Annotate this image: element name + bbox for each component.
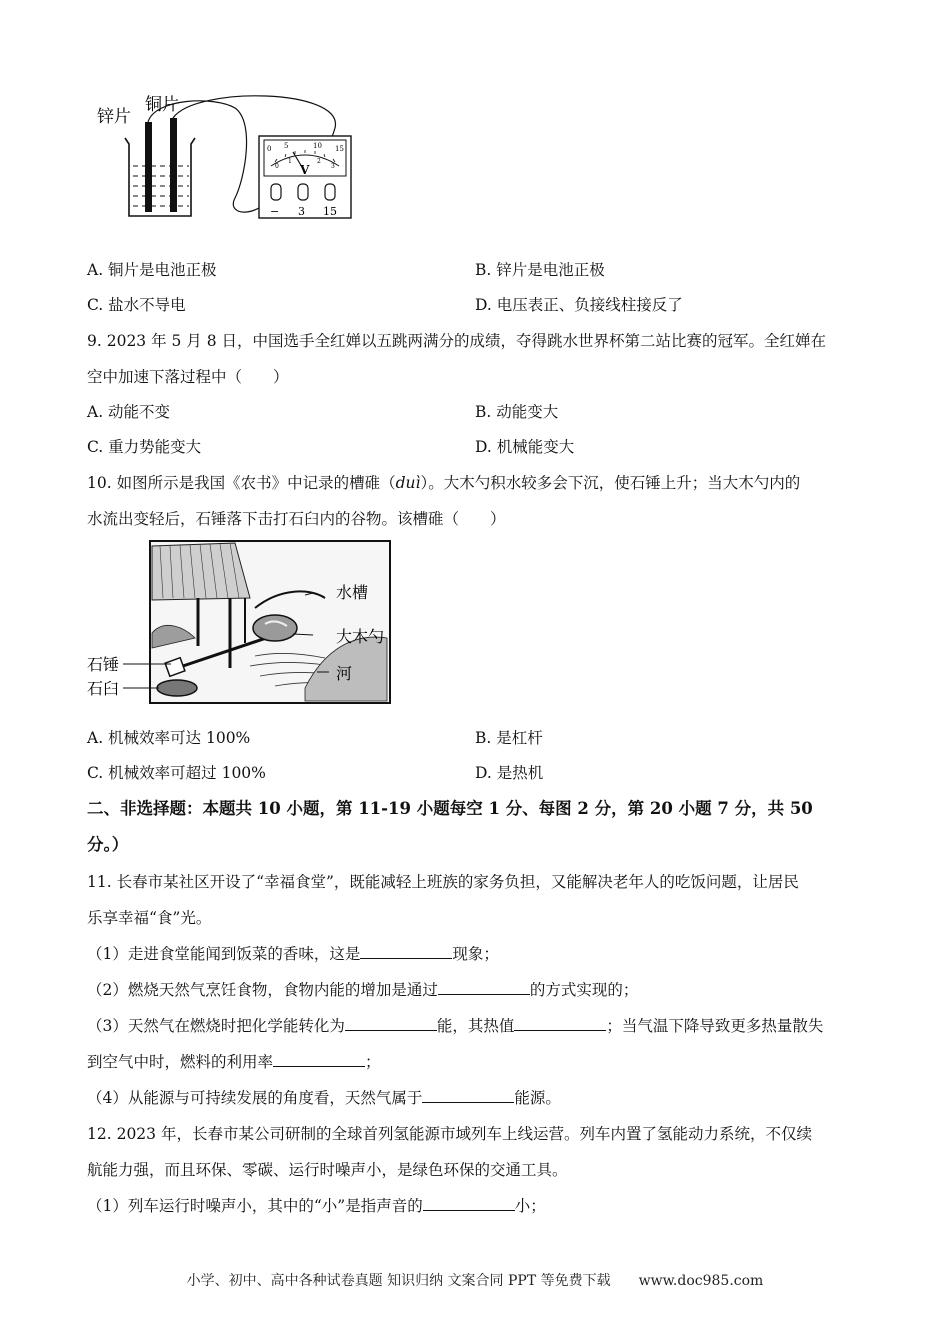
q9-option-d: D. 机械能变大 (475, 438, 575, 456)
q11-part2: （2）燃烧天然气烹饪食物，食物内能的增加是通过 的方式实现的； (87, 981, 639, 999)
q10-option-d: D. 是热机 (475, 764, 544, 782)
meter-symbol: V (300, 163, 310, 177)
page-footer: 小学、初中、高中各种试卷真题 知识归纳 文案合同 PPT 等免费下载 www.doc985.com (186, 1273, 764, 1289)
q12-part1: （1）列车运行时噪声小，其中的“小”是指声音的 小； (87, 1197, 546, 1215)
q8-option-b: B. 锌片是电池正极 (475, 261, 605, 279)
label-river: 河 (336, 664, 353, 683)
trip-hammer-figure (85, 538, 405, 710)
terminal-15: 15 (323, 205, 337, 218)
section2-heading-line2: 分。） (87, 835, 129, 854)
q11-stem-line2: 乐享幸福“食”光。 (87, 909, 212, 927)
q12-blank1[interactable] (423, 1196, 515, 1211)
q10-option-a: A. 机械效率可达 100% (87, 729, 251, 747)
q11-stem-line1: 11. 长春市某社区开设了“幸福食堂”，既能减轻上班族的家务负担，又能解决老年人的吃饭问题，让居民 (87, 873, 799, 891)
q11-part3-cont: 到空气中时，燃料的利用率 ； (87, 1053, 381, 1071)
q9-stem-line1: 9. 2023 年 5 月 8 日，中国选手全红婵以五跳两满分的成绩，夺得跳水世界杯第二站比赛的冠军。全红婵在 (87, 332, 827, 350)
q11-part4: （4）从能源与可持续发展的角度看，天然气属于 能源。 (87, 1089, 561, 1107)
scale-bottom-3: 3 (331, 163, 335, 170)
q9-option-a: A. 动能不变 (87, 403, 171, 421)
q11-blank3[interactable] (345, 1016, 437, 1031)
scale-bottom-2: 2 (317, 158, 321, 165)
q11-blank2[interactable] (438, 980, 530, 995)
terminal-negative: − (270, 205, 280, 218)
scale-bottom-1: 1 (288, 158, 292, 165)
q11-blank6[interactable] (422, 1088, 514, 1103)
terminal-3: 3 (298, 205, 305, 218)
q10-stem-line1: 10. 如图所示是我国《农书》中记录的槽碓（duì）。大木勺积水较多会下沉，使石锤上升；当大木勺内的 (87, 474, 801, 492)
q9-option-c: C. 重力势能变大 (87, 438, 202, 456)
q11-part1: （1）走进食堂能闻到饭菜的香味，这是 现象； (87, 945, 499, 963)
q11-blank5[interactable] (273, 1052, 365, 1067)
q11-part3: （3）天然气在燃烧时把化学能转化为 能，其热值 ；当气温下降导致更多热量散失 (87, 1017, 824, 1035)
q12-stem-line1: 12. 2023 年，长春市某公司研制的全球首列氢能源市域列车上线运营。列车内置了氢能动力系统，不仅续 (87, 1125, 812, 1143)
q8-option-a: A. 铜片是电池正极 (87, 261, 217, 279)
q10-option-b: B. 是杠杆 (475, 729, 543, 747)
scale-top-15: 15 (335, 145, 344, 153)
scale-top-0: 0 (267, 145, 272, 153)
q9-option-b: B. 动能变大 (475, 403, 559, 421)
voltaic-cell-figure (95, 88, 360, 233)
label-water-trough: 水槽 (336, 583, 369, 602)
q9-stem-line2: 空中加速下落过程中（ ） (87, 368, 289, 386)
q10-stem-line2: 水流出变轻后，石锤落下击打石臼内的谷物。该槽碓（ ） (87, 510, 506, 528)
scale-top-5: 5 (284, 142, 289, 150)
q11-blank4[interactable] (514, 1016, 606, 1031)
q8-option-c: C. 盐水不导电 (87, 296, 186, 314)
label-big-spoon: 大木勺 (336, 627, 385, 646)
q12-stem-line2: 航能力强，而且环保、零碳、运行时噪声小，是绿色环保的交通工具。 (87, 1161, 568, 1179)
label-stone-mortar: 石臼 (87, 679, 120, 698)
label-stone-hammer: 石锤 (87, 655, 120, 674)
q11-blank1[interactable] (360, 944, 452, 959)
scale-top-10: 10 (313, 142, 322, 150)
q10-pinyin: duì (395, 474, 421, 492)
label-copper: 铜片 (145, 95, 179, 115)
label-zinc: 锌片 (97, 107, 131, 127)
q10-option-c: C. 机械效率可超过 100% (87, 764, 266, 782)
scale-bottom-0: 0 (275, 163, 279, 170)
q8-option-d: D. 电压表正、负接线柱接反了 (475, 296, 683, 314)
section2-heading-line1: 二、非选择题：本题共 10 小题，第 11-19 小题每空 1 分、每图 2 分，第 20 小题 7 分，共 50 (87, 799, 813, 818)
